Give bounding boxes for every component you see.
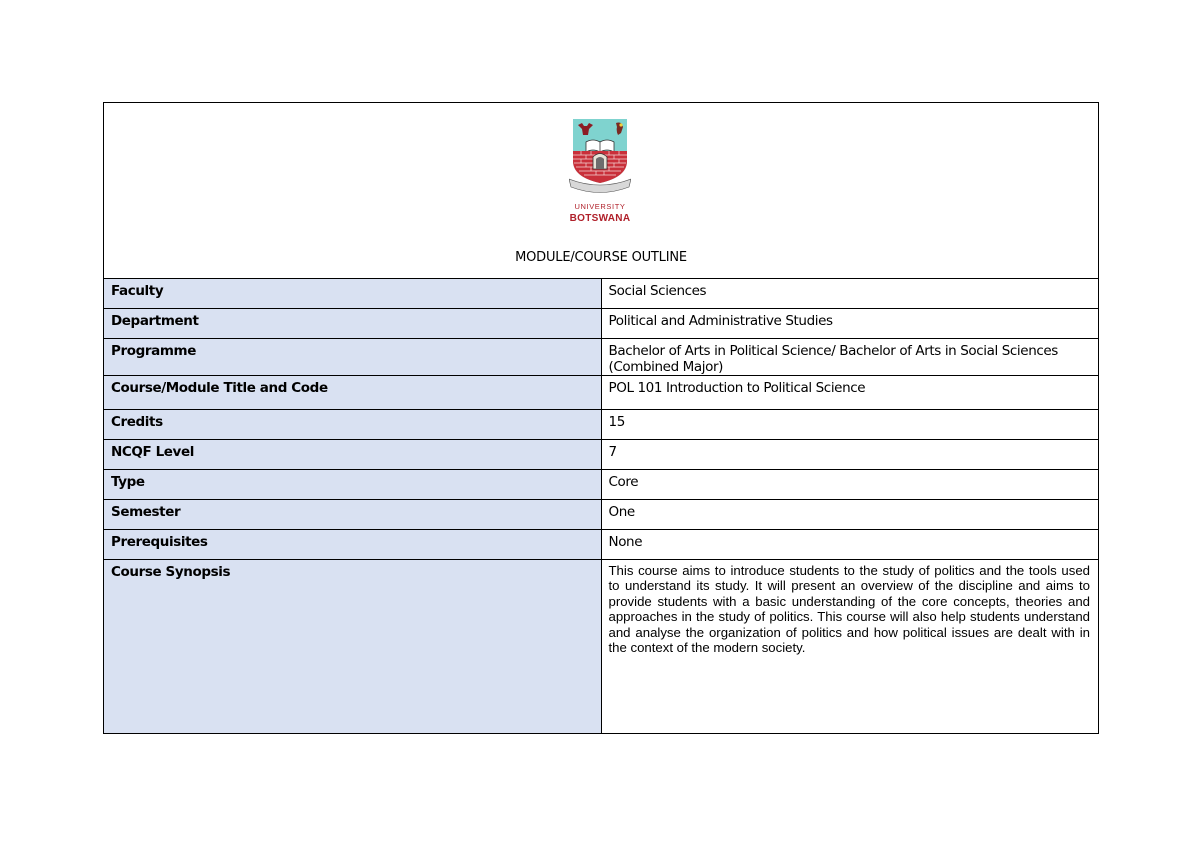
document-title: MODULE/COURSE OUTLINE — [515, 250, 687, 265]
row-label: Semester — [104, 500, 602, 530]
row-value — [601, 560, 1099, 734]
table-row-programme — [104, 339, 1099, 376]
row-label: Department — [104, 309, 602, 339]
table-row-course-title — [104, 376, 1099, 410]
row-label: Type — [104, 470, 602, 500]
row-label: NCQF Level — [104, 440, 602, 470]
university-crest-icon — [569, 117, 631, 222]
row-label: Credits — [104, 410, 602, 440]
svg-text:BOTSWANA: BOTSWANA — [569, 213, 631, 222]
row-value: Political and Administrative Studies — [601, 309, 1099, 339]
table-row-faculty — [104, 279, 1099, 309]
header-cell — [104, 103, 1099, 279]
row-label: Prerequisites — [104, 530, 602, 560]
row-label: Course Synopsis — [104, 560, 602, 734]
table-row-ncqf-level — [104, 440, 1099, 470]
university-logo — [569, 117, 631, 222]
row-label: Course/Module Title and Code — [104, 376, 602, 410]
row-value: Bachelor of Arts in Political Science/ Bachelor of Arts in Social Sciences (Combined Major) — [601, 339, 1099, 376]
row-label: Programme — [104, 339, 602, 376]
table-row-department — [104, 309, 1099, 339]
row-value: None — [601, 530, 1099, 560]
row-value: POL 101 Introduction to Political Science — [601, 376, 1099, 410]
row-value: 7 — [601, 440, 1099, 470]
row-value: One — [601, 500, 1099, 530]
row-value: Social Sciences — [601, 279, 1099, 309]
table-row-semester — [104, 500, 1099, 530]
table-row-course-synopsis — [104, 560, 1099, 734]
row-value: Core — [601, 470, 1099, 500]
course-synopsis-text: This course aims to introduce students to the study of politics and the tools used to understand its study. It will present an overview of the discipline and aims to provide students with a basic understanding of the core concepts, theories and approaches in the study of politics. This course will also help students understand and analyse the organization of politics and how political issues are dealt with in the context of the modern society. — [608, 563, 1090, 656]
table-row-prerequisites — [104, 530, 1099, 560]
row-value: 15 — [601, 410, 1099, 440]
course-outline-table — [103, 102, 1099, 734]
table-row-type — [104, 470, 1099, 500]
svg-text:UNIVERSITY: UNIVERSITY — [574, 202, 626, 211]
table-row-credits — [104, 410, 1099, 440]
row-label: Faculty — [104, 279, 602, 309]
